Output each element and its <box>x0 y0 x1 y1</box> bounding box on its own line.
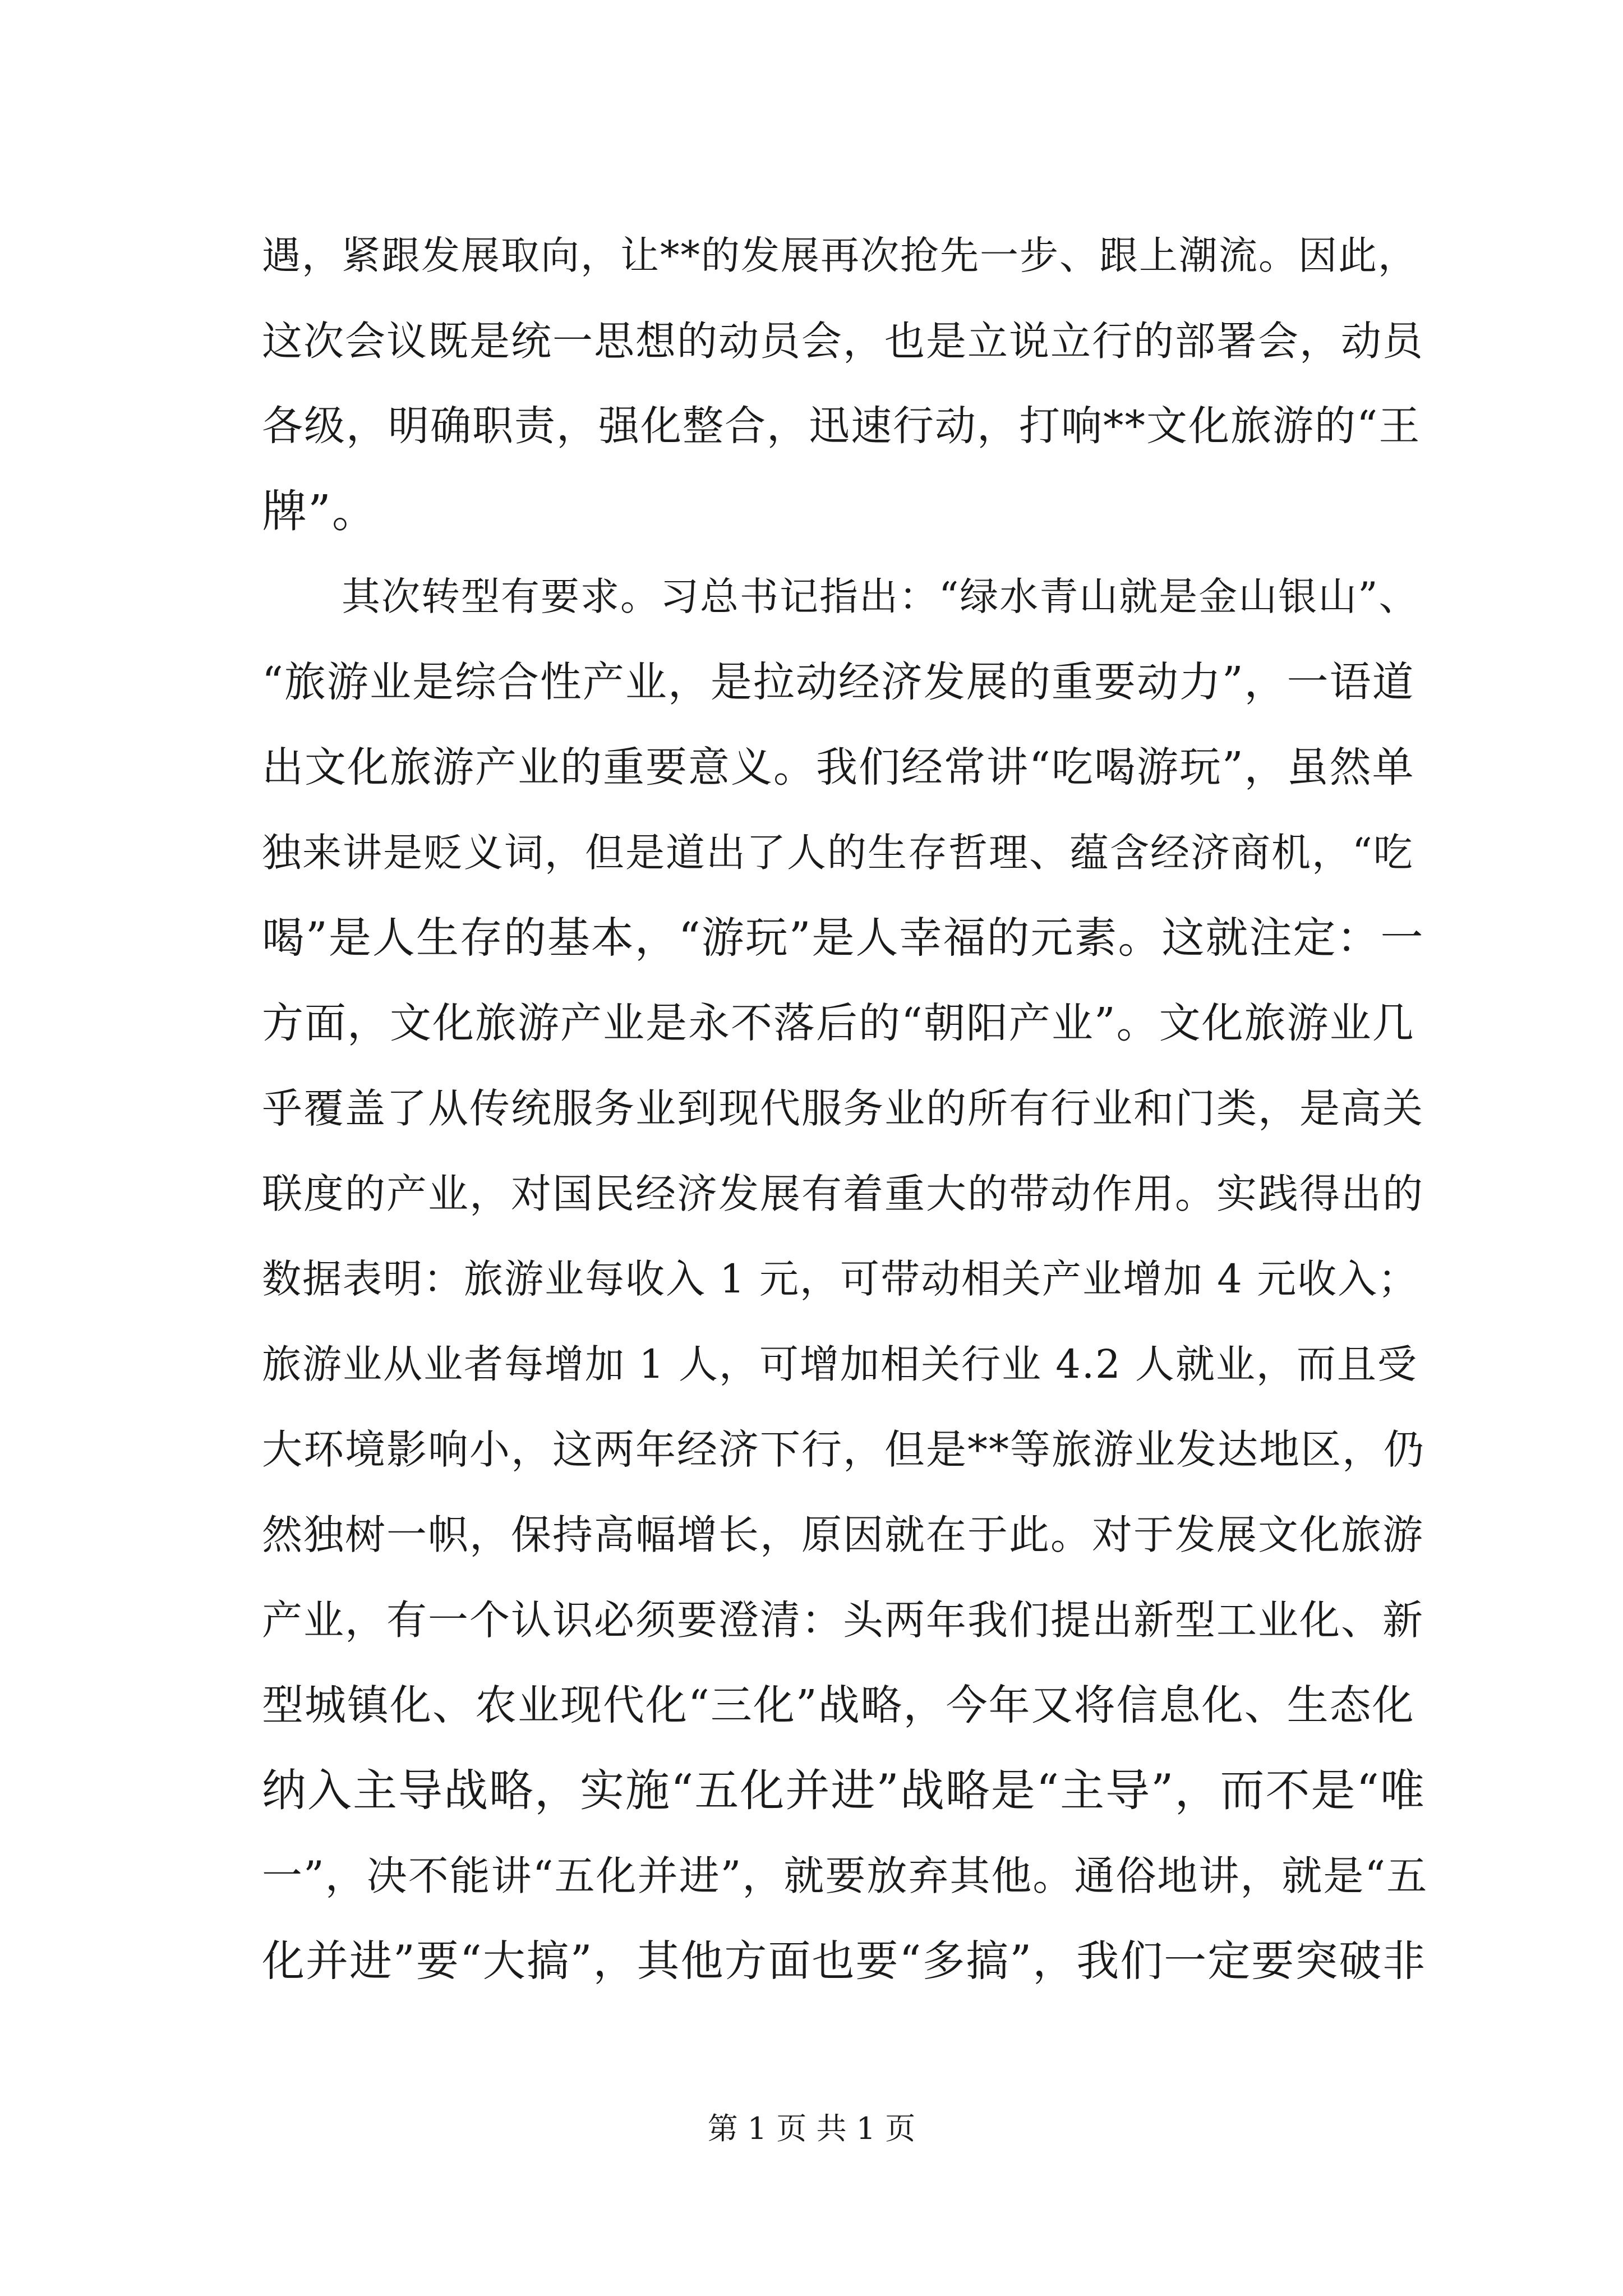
text-line: 产业，有一个认识必须要澄清：头两年我们提出新型工业化、新 <box>262 1596 1424 1644</box>
text-line: 其次转型有要求。习总书记指出：“绿水青山就是金山银山”、 <box>262 574 1419 619</box>
text-line: 遇，紧跟发展取向，让**的发展再次抢先一步、跟上潮流。因此， <box>262 233 1418 278</box>
text-line: 一”，决不能讲“五化并进”，就要放弃其他。通俗地讲，就是“五 <box>262 1852 1428 1899</box>
text-line: 方面，文化旅游产业是永不落后的“朝阳产业”。文化旅游业几 <box>262 999 1415 1047</box>
text-line: 独来讲是贬义词，但是道出了人的生存哲理、蕴含经济商机，“吃 <box>262 830 1414 876</box>
text-line: 出文化旅游产业的重要意义。我们经常讲“吃喝游玩”，虽然单 <box>262 743 1415 792</box>
text-line: 纳入主导战略，实施“五化并进”战略是“主导”，而不是“唯 <box>262 1765 1426 1816</box>
text-line: 乎覆盖了从传统服务业到现代服务业的所有行业和门类，是高关 <box>262 1085 1424 1132</box>
text-line: 然独树一帜，保持高幅增长，原因就在于此。对于发展文化旅游 <box>262 1511 1424 1558</box>
text-line: 旅游业从业者每增加 1 人，可增加相关行业 4.2 人就业，而且受 <box>262 1341 1418 1387</box>
text-line: 化并进”要“大搞”，其他方面也要“多搞”，我们一定要突破非 <box>262 1936 1427 1986</box>
text-line: 牌”。 <box>262 485 378 537</box>
text-line: “旅游业是综合性产业，是拉动经济发展的重要动力”，一语道 <box>262 658 1415 706</box>
text-line: 联度的产业，对国民经济发展有着重大的带动作用。实践得出的 <box>262 1170 1424 1217</box>
text-line: 各级，明确职责，强化整合，迅速行动，打响**文化旅游的“王 <box>262 402 1421 450</box>
text-line: 数据表明：旅游业每收入 1 元，可带动相关产业增加 4 元收入； <box>262 1256 1419 1302</box>
page-footer: 第 1 页 共 1 页 <box>707 2111 916 2146</box>
text-line: 喝”是人生存的基本，“游玩”是人幸福的元素。这就注定：一 <box>262 913 1424 963</box>
document-body <box>262 213 1428 2004</box>
text-line: 这次会议既是统一思想的动员会，也是立说立行的部署会，动员 <box>262 318 1424 365</box>
text-line: 大环境影响小，这两年经济下行，但是**等旅游业发达地区，仍 <box>262 1426 1426 1473</box>
text-line: 型城镇化、农业现代化“三化”战略，今年又将信息化、生态化 <box>262 1681 1415 1729</box>
